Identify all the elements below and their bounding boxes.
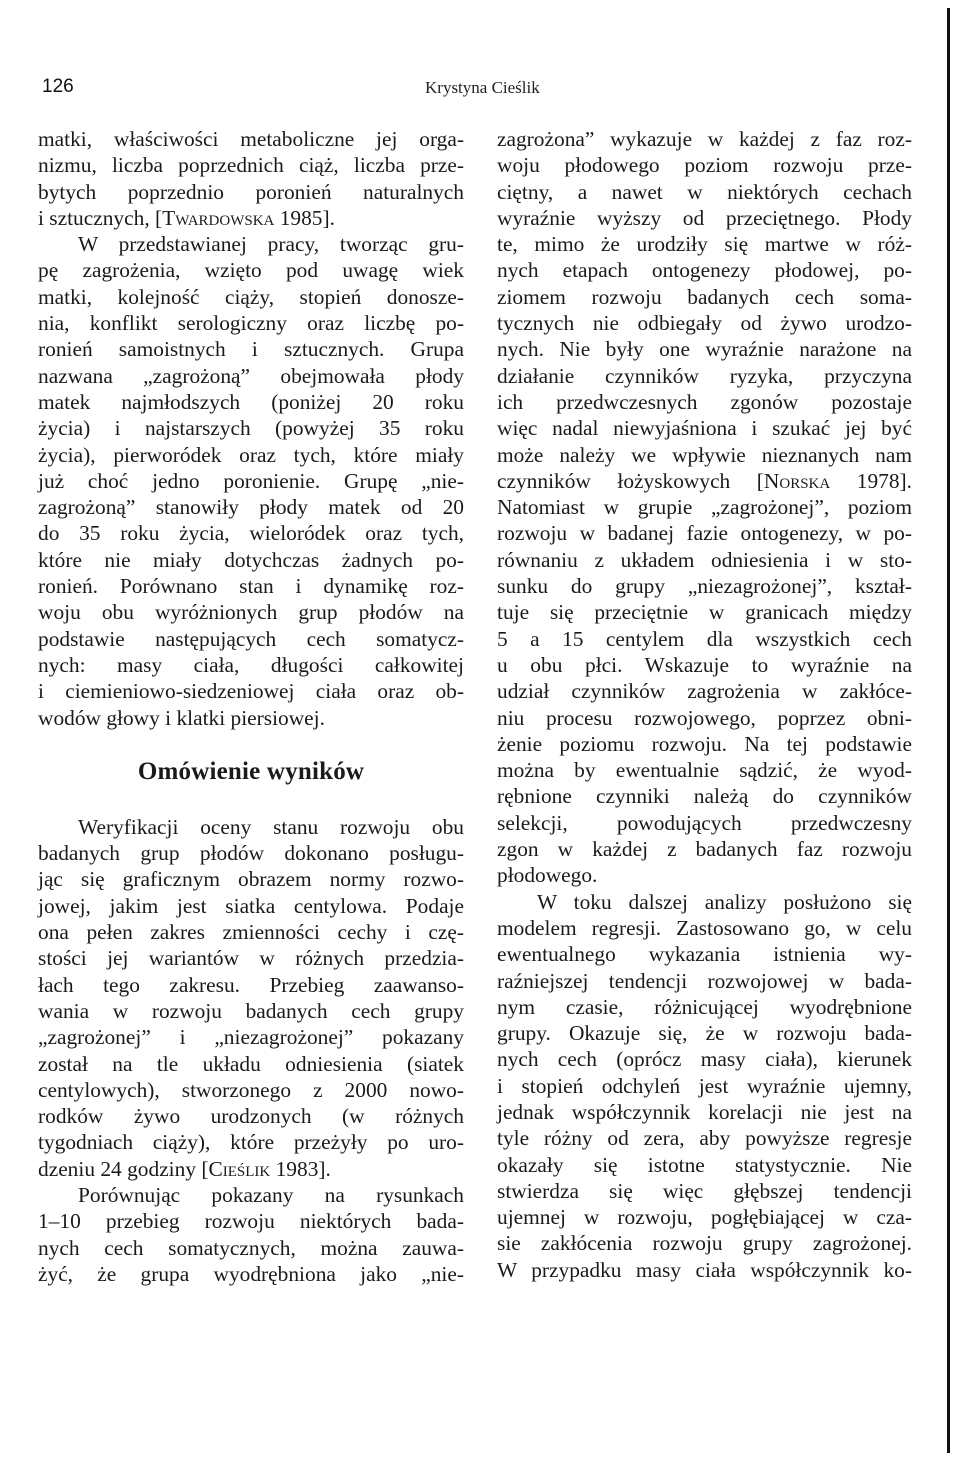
left-column bbox=[38, 126, 464, 1287]
text-line: niu procesu rozwojowego, poprzez obni- bbox=[497, 705, 912, 730]
text-line: woju płodowego poziom rozwoju prze- bbox=[497, 153, 912, 178]
text-line: matki, właściwości metaboliczne jej orga- bbox=[38, 127, 464, 151]
text-line: grupy. Okazuje się, że w rozwoju bada- bbox=[497, 1021, 912, 1046]
text-line: łach tego zakresu. Przebieg zaawanso- bbox=[38, 972, 464, 997]
text-line: równaniu z układem odniesienia i w sto- bbox=[497, 547, 912, 572]
text-line: nych etapach ontogenezy płodowej, po- bbox=[497, 258, 912, 283]
text-line: zagrożona” wykazuje w każdej z faz roz- bbox=[497, 127, 912, 151]
text-line: te, mimo że urodziły się martwe w róż- bbox=[497, 232, 912, 257]
text-line: żenie poziomu rozwoju. Na tej podstawie bbox=[497, 731, 912, 756]
text-line: jednak współczynnik korelacji nie jest na bbox=[497, 1099, 912, 1124]
text-line: zagrożoną” stanowiły płody matek od 20 bbox=[38, 495, 464, 520]
text-line: „zagrożonej” i „niezagrożonej” pokazany bbox=[38, 1025, 464, 1050]
text-line: woju obu wyróżnionych grup płodów na bbox=[38, 600, 464, 625]
text-line: nych cech (oprócz masy ciała), kierunek bbox=[497, 1047, 912, 1072]
text-line: ewentualnego wykazania istnienia wy- bbox=[497, 942, 912, 967]
text-line: ona pełen zakres zmienności cechy i czę- bbox=[38, 920, 464, 945]
text-line: Porównując pokazany na rysunkach bbox=[78, 1182, 464, 1207]
paragraph bbox=[38, 814, 464, 1182]
text-line: W toku dalszej analizy posłużono się bbox=[537, 889, 912, 914]
text-line: jowej, jakim jest siatka centylowa. Podaje bbox=[38, 893, 464, 918]
text-line: ujemnej w rozwoju, pogłębiającej w cza- bbox=[497, 1205, 912, 1230]
text-line: W przedstawianej pracy, tworząc gru- bbox=[78, 232, 464, 257]
text-line: jąc się graficznym obrazem normy rozwo- bbox=[38, 867, 464, 892]
text-line: raźniejszej tendencji rozwojowej w bada- bbox=[497, 968, 912, 993]
text-line: nych: masy ciała, długości całkowitej bbox=[38, 652, 464, 677]
text-line: ich przedwczesnych zgonów pozostaje bbox=[497, 389, 912, 414]
text-line: tycznych nie odbiegały od żywo urodzo- bbox=[497, 311, 912, 336]
text-line: ziomem rozwoju badanych cech soma- bbox=[497, 284, 912, 309]
text-line: tyle różny od zera, aby powyższe regresje bbox=[497, 1126, 912, 1151]
text-line: został na tle układu odniesienia (siatek bbox=[38, 1051, 464, 1076]
page-number: 126 bbox=[42, 76, 74, 97]
text-line: matek najmłodszych (poniżej 20 roku bbox=[38, 389, 464, 414]
running-head-author: Krystyna Cieślik bbox=[425, 78, 540, 97]
text-line: może należy we wpływie nieznanych nam bbox=[497, 442, 912, 467]
text-line: badanych grup płodów dokonano posługu- bbox=[38, 841, 464, 866]
text-line: sunku do grupy „niezagrożonej”, kształ- bbox=[497, 574, 912, 599]
text-line: wyraźnie wyższy od przeciętnego. Płody bbox=[497, 205, 912, 230]
text-line: czynników łożyskowych [Norska 1978]. bbox=[497, 468, 912, 493]
text-line: centylowych), stworzonego z 2000 nowo- bbox=[38, 1077, 464, 1102]
text-line: tygodniach ciąży), które przeżyły po uro- bbox=[38, 1130, 464, 1155]
paragraph bbox=[38, 126, 464, 231]
text-line: nia, konflikt serologiczny oraz liczbę po- bbox=[38, 311, 464, 336]
text-line: płodowego. bbox=[497, 863, 598, 888]
text-line: tuje się przeciętnie w granicach między bbox=[497, 600, 912, 625]
text-line: do 35 roku życia, wieloródek oraz tych, bbox=[38, 521, 464, 546]
text-line: ronień samoistnych i sztucznych. Grupa bbox=[38, 337, 464, 362]
text-line: ronień. Porównano stan i dynamikę roz- bbox=[38, 574, 464, 599]
text-line: więc nadal niewyjaśniona i szukać jej być bbox=[497, 416, 912, 441]
text-line: modelem regresji. Zastosowano go, w celu bbox=[497, 915, 912, 940]
text-line: selekcji, powodujących przedwczesny bbox=[497, 810, 912, 835]
text-line: wania w rozwoju badanych cech grupy bbox=[38, 998, 464, 1023]
text-line: i ciemieniowo-siedzeniowej ciała oraz ob- bbox=[38, 679, 464, 704]
text-line: działanie czynników ryzyka, przyczyna bbox=[497, 363, 912, 388]
text-line: ciętny, a nawet w niektórych cechach bbox=[497, 179, 912, 204]
paragraph bbox=[497, 126, 912, 889]
paragraph bbox=[38, 1182, 464, 1287]
text-line: życia), pierworódek oraz tych, które miały bbox=[38, 442, 464, 467]
page-edge-line bbox=[947, 8, 950, 1453]
text-line: dzeniu 24 godziny [Cieślik 1983]. bbox=[38, 1156, 331, 1181]
text-line: rozwoju w badanej fazie ontogenezy, w po- bbox=[497, 521, 912, 546]
text-line: i sztucznych, [Twardowska 1985]. bbox=[38, 205, 335, 230]
section-heading: Omówienie wyników bbox=[137, 757, 365, 785]
text-line: okazały się istotne statystycznie. Nie bbox=[497, 1152, 912, 1177]
text-line: nazwana „zagrożoną” obejmowała płody bbox=[38, 363, 464, 388]
text-line: stwierdza się więc głębszej tendencji bbox=[497, 1178, 912, 1203]
paragraph bbox=[38, 231, 464, 731]
text-line: rodków żywo urodzonych (w różnych bbox=[38, 1104, 464, 1129]
text-line: 5 a 15 centylem dla wszystkich cech bbox=[497, 626, 912, 651]
text-line: nych cech somatycznych, można zauwa- bbox=[38, 1235, 464, 1260]
text-line: Weryfikacji oceny stanu rozwoju obu bbox=[78, 814, 464, 839]
text-line: 1–10 przebieg rozwoju niektórych bada- bbox=[38, 1209, 464, 1234]
text-line: Natomiast w grupie „zagrożonej”, poziom bbox=[497, 495, 912, 520]
text-line: pę zagrożenia, wzięto pod uwagę wiek bbox=[38, 258, 464, 283]
text-line: już choć jedno poronienie. Grupę „nie- bbox=[38, 468, 464, 493]
text-line: matki, kolejność ciąży, stopień donosze- bbox=[38, 284, 464, 309]
text-line: żyć, że grupa wyodrębniona jako „nie- bbox=[38, 1261, 464, 1286]
text-line: można by ewentualnie sądzić, że wyod- bbox=[497, 758, 912, 783]
text-line: zgon w każdej z badanych faz rozwoju bbox=[497, 837, 912, 862]
right-column bbox=[497, 126, 912, 1283]
text-line: nym czasie, różnicującej wyodrębnione bbox=[497, 994, 912, 1019]
text-line: sie zakłócenia rozwoju grupy zagrożonej. bbox=[497, 1231, 912, 1256]
paragraph bbox=[497, 889, 912, 1283]
text-line: podstawie następujących cech somatycz- bbox=[38, 626, 464, 651]
text-line: u obu płci. Wskazuje to wyraźnie na bbox=[497, 652, 912, 677]
text-line: rębnione czynniki należą do czynników bbox=[497, 784, 912, 809]
text-line: nizmu, liczba poprzednich ciąż, liczba prze- bbox=[38, 153, 464, 178]
text-line: wodów głowy i klatki piersiowej. bbox=[38, 705, 325, 730]
text-line: bytych poprzednio poronień naturalnych bbox=[38, 179, 464, 204]
text-line: stości jej wariantów w różnych przedzia- bbox=[38, 946, 464, 971]
text-line: i stopień odchyleń jest wyraźnie ujemny, bbox=[497, 1073, 912, 1098]
text-line: W przypadku masy ciała współczynnik ko- bbox=[497, 1257, 912, 1282]
text-line: życia) i najstarszych (powyżej 35 roku bbox=[38, 416, 464, 441]
text-line: nych. Nie były one wyraźnie narażone na bbox=[497, 337, 912, 362]
text-line: udział czynników zagrożenia w zakłóce- bbox=[497, 679, 912, 704]
text-line: które nie miały dotychczas żadnych po- bbox=[38, 547, 464, 572]
